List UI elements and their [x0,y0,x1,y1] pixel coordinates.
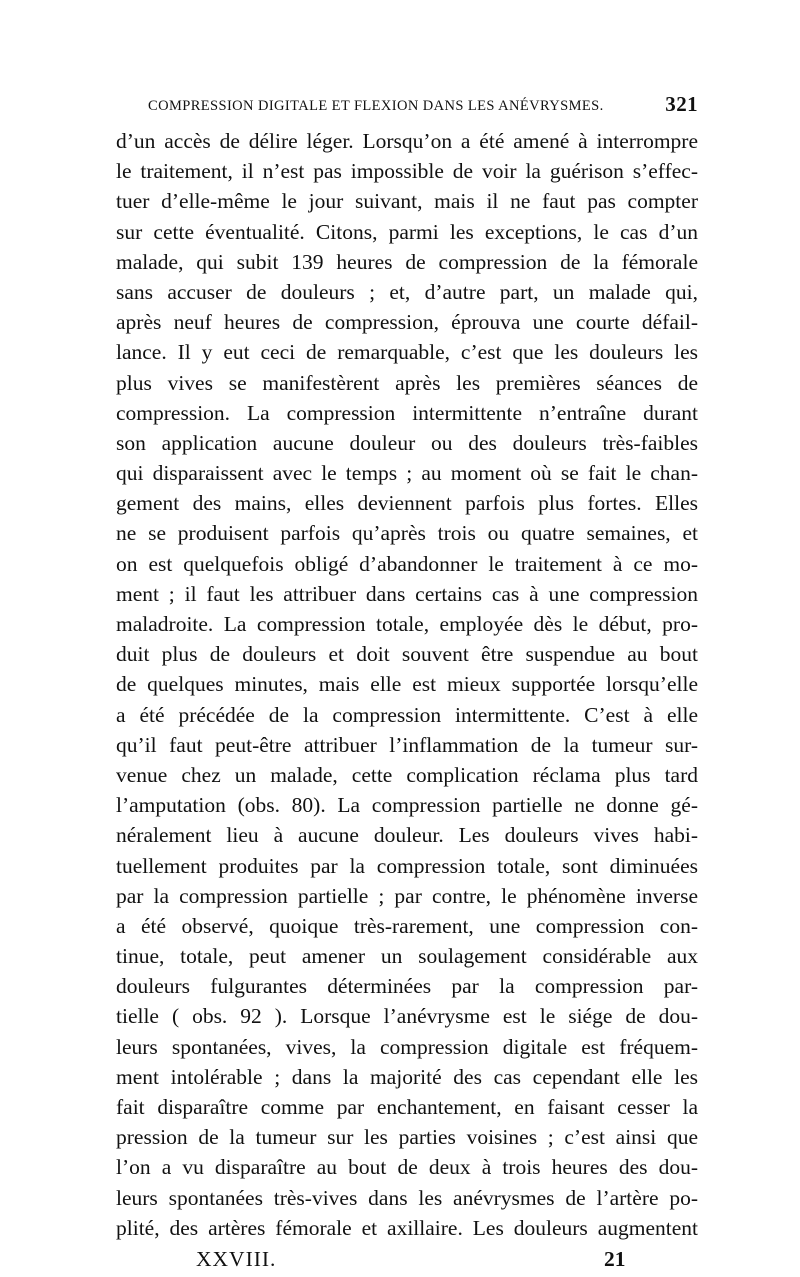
text-line: qu’il faut peut-être attribuer l’inflammation de la tumeur sur- [116,732,698,757]
body-text [116,126,698,1243]
text-line: sur cette éventualité. Citons, parmi les exceptions, le cas d’un [116,219,698,244]
text-line: douleurs fulgurantes déterminées par la compression par- [116,974,698,999]
text-line: ment ; il faut les attribuer dans certains cas à une compression [116,581,698,606]
text-line: le traitement, il n’est pas impossible de voir la guérison s’effec- [116,159,698,184]
text-line: gement des mains, elles deviennent parfois plus fortes. Elles [116,491,698,516]
text-line: tielle ( obs. 92 ). Lorsque l’anévrysme est le siége de dou- [116,1004,698,1029]
signature-row [116,1243,698,1277]
signature-number: 21 [604,1246,626,1271]
text-line: compression. La compression intermittente n’entraîne durant [116,400,698,425]
text-line: tinue, totale, peut amener un soulagement considérable aux [116,944,698,969]
text-line: venue chez un malade, cette complication réclama plus tard [116,762,698,787]
text-line: pression de la tumeur sur les parties voisines ; c’est ainsi que [116,1125,698,1150]
text-line: leurs spontanées très-vives dans les anévrysmes de l’artère po- [116,1185,698,1210]
book-page [116,90,698,1271]
text-line: d’un accès de délire léger. Lorsqu’on a été amené à interrompre [116,129,698,153]
running-head [116,90,698,126]
text-line: malade, qui subit 139 heures de compression de la fémorale [116,249,698,274]
text-line: par la compression partielle ; par contre, le phénomène inverse [116,883,698,908]
text-line: de quelques minutes, mais elle est mieux supportée lorsqu’elle [116,672,698,697]
running-title: COMPRESSION DIGITALE ET FLEXION DANS LES ANÉVRYSMES. [148,98,604,114]
text-line: on est quelquefois obligé d’abandonner le traitement à ce mo- [116,551,698,576]
text-line: duit plus de douleurs et doit souvent être suspendue au bout [116,642,698,667]
text-line: a été observé, quoique très-rarement, une compression con- [116,913,698,938]
text-line: néralement lieu à aucune douleur. Les douleurs vives habi- [116,823,698,848]
text-line: plus vives se manifestèrent après les premières séances de [116,370,698,395]
text-line: plité, des artères fémorale et axillaire. Les douleurs augmentent [116,1215,698,1240]
text-line: ne se produisent parfois qu’après trois ou quatre semaines, et [116,521,698,546]
text-line: fait disparaître comme par enchantement, en faisant cesser la [116,1095,698,1119]
text-line: son application aucune douleur ou des douleurs très-faibles [116,430,698,455]
text-line: l’on a vu disparaître au bout de deux à trois heures des dou- [116,1155,698,1180]
text-line: après neuf heures de compression, éprouva une courte défail- [116,310,698,335]
text-line: tuer d’elle-même le jour suivant, mais il ne faut pas compter [116,189,698,214]
text-line: l’amputation (obs. 80). La compression partielle ne donne gé- [116,793,698,818]
text-line: ment intolérable ; dans la majorité des cas cependant elle les [116,1064,698,1089]
text-line: a été précédée de la compression intermittente. C’est à elle [116,702,698,727]
volume-mark: XXVIII. [196,1246,277,1271]
text-line: maladroite. La compression totale, employée dès le début, pro- [116,612,698,636]
text-line: leurs spontanées, vives, la compression digitale est fréquem- [116,1034,698,1059]
text-line: sans accuser de douleurs ; et, d’autre part, un malade qui, [116,279,698,304]
page-number: 321 [665,92,698,116]
text-line: lance. Il y eut ceci de remarquable, c’est que les douleurs les [116,340,698,365]
text-line: tuellement produites par la compression totale, sont diminuées [116,853,698,878]
text-line: qui disparaissent avec le temps ; au moment où se fait le chan- [116,461,698,486]
